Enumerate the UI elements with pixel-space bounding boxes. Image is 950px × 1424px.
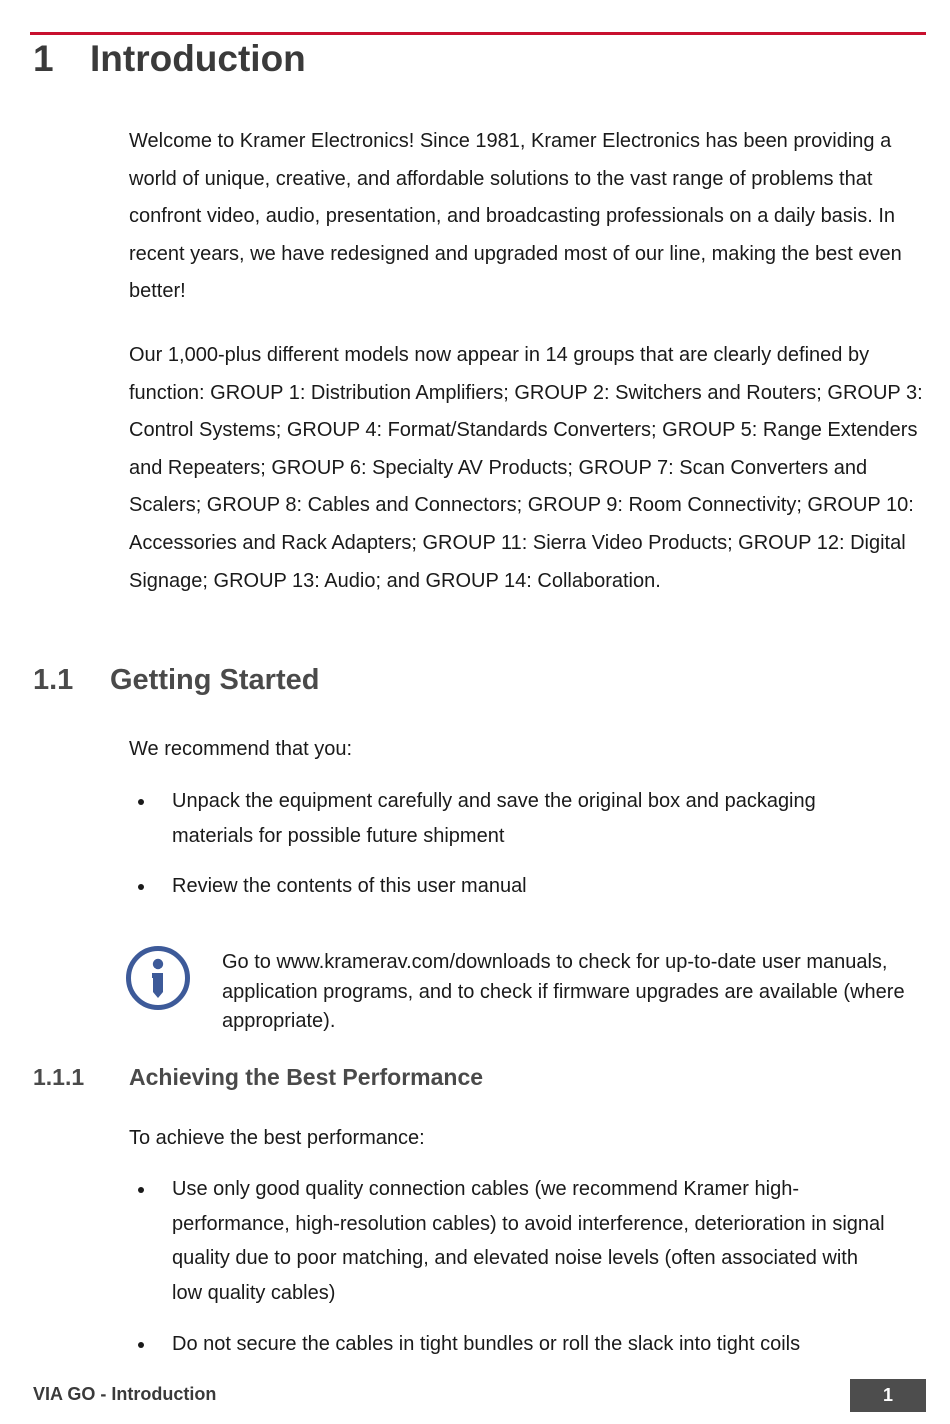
info-icon [125, 945, 191, 1011]
chapter-title: Introduction [90, 38, 306, 79]
best-performance-lead: To achieve the best performance: [129, 1127, 425, 1149]
chapter-number: 1 [33, 38, 54, 79]
section-number: 1.1 [33, 664, 74, 696]
intro-paragraph-1: Welcome to Kramer Electronics! Since 1981, Kramer Electronics has been providing a world of unique, creative, and affordable solutions to the vast range of problems that confront video, audio, presentation, and broadcasting professionals on a daily basis. In recent years, we have redesigned and upgraded most of our line, making the best even better! [129, 130, 902, 303]
list-item-text: Do not secure the cables in tight bundles or roll the slack into tight coils [172, 1333, 801, 1355]
list-item-text: Review the contents of this user manual [172, 875, 527, 897]
list-item-text: Use only good quality connection cables (we recommend Kramer high-performance, high-resolution cables) to avoid interference, deterioration in signal quality due to poor matching, and elevated noise levels (often associated with low quality cables) [172, 1178, 885, 1304]
chapter-heading [33, 38, 306, 80]
subsection-title: Achieving the Best Performance [129, 1064, 484, 1090]
bullet-icon [138, 1342, 144, 1348]
section-title: Getting Started [110, 664, 320, 696]
page-number-badge: 1 [850, 1379, 926, 1412]
getting-started-lead: We recommend that you: [129, 738, 353, 760]
subsection-number: 1.1.1 [33, 1064, 85, 1090]
footer-doc-title: VIA GO - Introduction [33, 1384, 217, 1404]
bullet-icon [138, 884, 144, 890]
list-item [129, 1172, 889, 1310]
note-text: Go to www.kramerav.com/downloads to check for up-to-date user manuals, application programs, and to check if firmware upgrades are available (where appropriate). [222, 951, 905, 1032]
subsection-heading-best-performance [33, 1064, 483, 1091]
bullet-icon [138, 1187, 144, 1193]
section-heading-getting-started [33, 664, 319, 697]
list-item [129, 869, 889, 904]
list-item [129, 784, 889, 853]
list-item [129, 1327, 889, 1362]
bullet-icon [138, 799, 144, 805]
intro-paragraph-2: Our 1,000-plus different models now appear in 14 groups that are clearly defined by function: GROUP 1: Distribution Amplifiers; GROUP 2: Switchers and Routers; GROUP 3: Control Systems; GROUP 4: Format/Standards Converters; GROUP 5: Range Extenders and Repeaters; GROUP 6: Specialty AV Products; GROUP 7: Scan Converters and Scalers; GROUP 8: Cables and Connectors; GROUP 9: Room Connectivity; GROUP 10: Accessories and Rack Adapters; GROUP 11: Sierra Video Products; GROUP 12: Digital Signage; GROUP 13: Audio; and GROUP 14: Collaboration. [129, 344, 923, 592]
list-item-text: Unpack the equipment carefully and save the original box and packaging materials for possible future shipment [172, 790, 816, 847]
top-rule [30, 32, 926, 35]
